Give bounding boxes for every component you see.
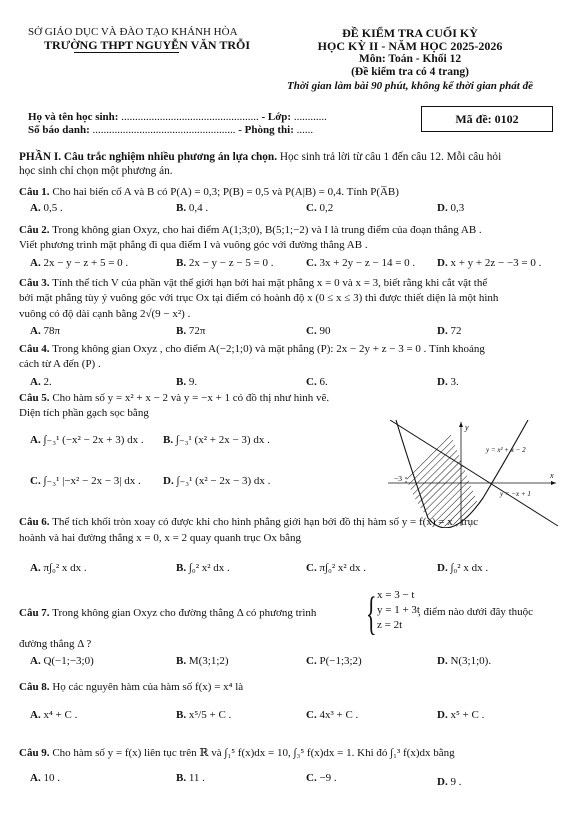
option-letter: B. xyxy=(176,376,187,388)
option-letter: A. xyxy=(30,709,41,721)
option-text: 0,4 . xyxy=(186,202,209,214)
option-text: 78π xyxy=(40,325,61,337)
question-text: Cho hàm số y = x² + x − 2 và y = −x + 1 có đồ thị như hình vẽ. xyxy=(49,392,330,404)
option-text: 11 . xyxy=(186,772,205,784)
q1-option-b[interactable] xyxy=(176,202,208,214)
option-letter: C. xyxy=(306,709,317,721)
option-text: π∫₀² x dx . xyxy=(40,562,87,574)
q6-option-d[interactable] xyxy=(437,562,488,574)
exam-pages: (Đề kiểm tra có 4 trang) xyxy=(351,66,469,78)
question-text: Tính thể tích V của phần vật thể giới hạn bởi hai mặt phẳng x = 0 và x = 3, biết rằng khi cắt vật thể xyxy=(49,277,488,289)
option-letter: C. xyxy=(306,257,317,269)
student-id-label: Số báo danh: xyxy=(28,124,90,136)
option-text: ∫₋₃¹ (x² − 2x − 3) dx . xyxy=(173,475,271,487)
q5-option-c[interactable] xyxy=(30,474,141,487)
student-name-label: Họ và tên học sinh: xyxy=(28,111,119,123)
option-text: ∫₋₃¹ |−x² − 2x − 3| dx . xyxy=(40,475,141,487)
option-text: 2. xyxy=(40,376,52,388)
q7-option-d[interactable] xyxy=(437,655,491,667)
option-text: 0,2 xyxy=(316,202,334,214)
q2-option-d[interactable] xyxy=(437,257,541,269)
question-number: Câu 2. xyxy=(19,224,50,236)
option-text: 10 . xyxy=(40,772,60,784)
option-text: M(3;1;2) xyxy=(186,655,229,667)
class-field[interactable]: ............ xyxy=(293,111,327,123)
option-letter: C. xyxy=(306,655,317,667)
tick-minus-3: −3 xyxy=(394,474,402,483)
x-axis-label: x xyxy=(550,471,554,480)
question-7-line2: đường thẳng Δ ? xyxy=(19,638,92,650)
option-letter: A. xyxy=(30,772,41,784)
option-text: x + y + 2z − −3 = 0 . xyxy=(447,257,542,269)
question-2-line2: Viết phương trình mặt phẳng đi qua điểm I và vuông góc với đường thẳng AB . xyxy=(19,239,368,251)
part1-title: PHẦN I. Câu trắc nghiệm nhiều phương án lựa chọn. xyxy=(19,151,278,163)
option-letter: B. xyxy=(176,562,187,574)
option-text: −9 . xyxy=(316,772,337,784)
option-text: 2x − y − z + 5 = 0 . xyxy=(40,257,129,269)
option-letter: D. xyxy=(437,376,448,388)
question-3-line2: bởi mặt phẳng tùy ý vuông góc với trục Ox tại điểm có hoành độ x (0 ≤ x ≤ 3) thì được thiết diện là một hình xyxy=(19,292,499,304)
q9-option-b[interactable] xyxy=(176,772,205,784)
q1-option-c[interactable] xyxy=(306,202,333,214)
q9-option-a[interactable] xyxy=(30,772,60,784)
q5-graph xyxy=(388,420,560,528)
question-text: Cho hai biến cố A và B có P(A) = 0,3; P(B) = 0,5 và P(A|B) = 0,4. Tính P(A̅B) xyxy=(49,186,399,198)
question-7-continued: , điểm nào dưới đây thuộc xyxy=(418,606,534,618)
y-axis-label: y xyxy=(465,423,469,432)
question-1 xyxy=(19,185,575,199)
question-8 xyxy=(19,680,575,694)
option-text: 3x + 2y − z − 14 = 0 . xyxy=(316,257,416,269)
option-letter: D. xyxy=(437,776,448,788)
student-name-row xyxy=(28,111,327,123)
q5-option-a[interactable] xyxy=(30,433,144,446)
exam-time: Thời gian làm bài 90 phút, không kể thời gian phát đề xyxy=(287,80,533,92)
option-text: x⁵ + C . xyxy=(447,709,485,721)
option-text: x⁵/5 + C . xyxy=(186,709,232,721)
part1-instructions: Học sinh trả lời từ câu 1 đến câu 12. Mỗi câu hỏi xyxy=(277,151,502,163)
question-number: Câu 6. xyxy=(19,516,50,528)
q3-option-c[interactable] xyxy=(306,325,330,337)
parabola-label: y = x² + x − 2 xyxy=(486,446,526,454)
option-text: P(−1;3;2) xyxy=(316,655,362,667)
option-text: 2x − y − z − 5 = 0 . xyxy=(186,257,274,269)
q7-option-c[interactable] xyxy=(306,655,362,667)
option-letter: A. xyxy=(30,376,41,388)
option-letter: D. xyxy=(437,562,448,574)
option-text: 72π xyxy=(186,325,206,337)
question-number: Câu 5. xyxy=(19,392,50,404)
q2-option-a[interactable] xyxy=(30,257,128,269)
q6-option-a[interactable] xyxy=(30,562,87,574)
question-6-line2: hoành và hai đường thẳng x = 0, x = 2 quay quanh trục Ox bằng xyxy=(19,532,302,544)
option-letter: B. xyxy=(176,257,187,269)
exam-semester: HỌC KỲ II - NĂM HỌC 2025-2026 xyxy=(317,39,503,53)
option-text: 3. xyxy=(447,376,459,388)
class-label: - Lớp: xyxy=(261,111,292,123)
system-brace: { xyxy=(366,586,377,640)
option-text: π∫₀² x² dx . xyxy=(316,562,366,574)
option-letter: C. xyxy=(306,202,317,214)
question-number: Câu 4. xyxy=(19,343,50,355)
q4-option-d[interactable] xyxy=(437,376,459,388)
x-axis-arrow xyxy=(551,481,556,485)
q6-option-c[interactable] xyxy=(306,562,366,574)
question-text: Trong không gian Oxyz, cho hai điểm A(1;3;0), B(5;1;−2) và I là trung điểm của đoạn thẳng AB . xyxy=(49,224,482,236)
exam-title: ĐỀ KIỂM TRA CUỐI KỲ xyxy=(342,26,478,40)
option-text: ∫₋₃¹ (−x² − 2x + 3) dx . xyxy=(40,434,144,446)
q8-option-c[interactable] xyxy=(306,709,358,721)
option-letter: A. xyxy=(30,434,41,446)
option-text: ∫₀² x² dx . xyxy=(186,562,230,574)
option-text: 72 xyxy=(447,325,462,337)
option-letter: A. xyxy=(30,655,41,667)
option-letter: D. xyxy=(437,325,448,337)
shaded-area xyxy=(406,432,478,526)
q7-option-a[interactable] xyxy=(30,655,94,667)
option-letter: A. xyxy=(30,325,41,337)
question-4-line2: cách từ A đến (P) . xyxy=(19,358,101,370)
option-letter: D. xyxy=(437,709,448,721)
option-letter: C. xyxy=(306,772,317,784)
option-letter: C. xyxy=(306,325,317,337)
option-text: 9 . xyxy=(447,776,462,788)
option-text: 0,5 . xyxy=(40,202,63,214)
question-number: Câu 9. xyxy=(19,747,50,759)
question-number: Câu 1. xyxy=(19,186,50,198)
option-letter: D. xyxy=(437,202,448,214)
option-text: 0,3 xyxy=(447,202,465,214)
q8-option-d[interactable] xyxy=(437,709,484,721)
q2-option-c[interactable] xyxy=(306,257,415,269)
question-3 xyxy=(19,276,575,290)
system-eq-3: z = 2t xyxy=(377,619,403,631)
q5-option-d[interactable] xyxy=(163,474,270,487)
option-letter: D. xyxy=(437,655,448,667)
question-2 xyxy=(19,223,575,237)
room-label: - Phòng thi: xyxy=(238,124,294,136)
student-id-row xyxy=(28,124,313,136)
option-text: x⁴ + C . xyxy=(40,709,78,721)
y-axis-arrow xyxy=(459,422,463,427)
q4-option-b[interactable] xyxy=(176,376,197,388)
option-letter: A. xyxy=(30,202,41,214)
option-letter: B. xyxy=(176,772,187,784)
question-text: Họ các nguyên hàm của hàm số f(x) = x⁴ là xyxy=(49,681,244,693)
line-system xyxy=(377,588,420,633)
q3-option-d[interactable] xyxy=(437,325,461,337)
part1-heading xyxy=(19,150,575,164)
option-text: 90 xyxy=(316,325,331,337)
q5-option-b[interactable] xyxy=(163,433,270,446)
option-letter: B. xyxy=(176,325,187,337)
question-text: Trong không gian Oxyz , cho điểm A(−2;1;0) và mặt phẳng (P): 2x − 2y + z − 3 = 0 . Tính khoảng xyxy=(49,343,485,355)
question-number: Câu 8. xyxy=(19,681,50,693)
question-5-line2: Diện tích phần gạch sọc bằng xyxy=(19,407,149,419)
q3-option-b[interactable] xyxy=(176,325,205,337)
option-letter: C. xyxy=(30,475,41,487)
q1-option-a[interactable] xyxy=(30,202,63,214)
question-6 xyxy=(19,515,575,529)
exam-code-box xyxy=(421,106,553,132)
option-letter: A. xyxy=(30,562,41,574)
option-letter: D. xyxy=(163,475,174,487)
option-text: 6. xyxy=(316,376,328,388)
q4-option-a[interactable] xyxy=(30,376,52,388)
exam-code: Mã đề: 0102 xyxy=(455,112,519,126)
question-text: Thể tích khối tròn xoay có được khi cho hình phẳng giới hạn bởi đồ thị hàm số y = f(x) = x , trục xyxy=(49,516,479,528)
system-eq-2: y = 1 + 3t xyxy=(377,604,420,616)
q9-option-c[interactable] xyxy=(306,772,337,784)
header-divider xyxy=(74,52,179,53)
student-id-field[interactable]: .................................................... xyxy=(92,124,236,136)
part1-instructions-line2: học sinh chỉ chọn một phương án. xyxy=(19,165,173,177)
department-name: SỞ GIÁO DỤC VÀ ĐÀO TẠO KHÁNH HÒA xyxy=(28,26,238,38)
question-number: Câu 7. xyxy=(19,607,50,619)
student-name-field[interactable]: .................................................. xyxy=(121,111,259,123)
q4-option-c[interactable] xyxy=(306,376,328,388)
q6-option-b[interactable] xyxy=(176,562,230,574)
system-eq-1: x = 3 − t xyxy=(377,589,415,601)
option-text: ∫₋₃¹ (x² + 2x − 3) dx . xyxy=(173,434,270,446)
q8-option-b[interactable] xyxy=(176,709,231,721)
option-letter: B. xyxy=(163,434,174,446)
question-4 xyxy=(19,342,575,356)
option-text: N(3;1;0). xyxy=(447,655,492,667)
school-name: TRƯỜNG THPT NGUYỄN VĂN TRỖI xyxy=(44,38,251,52)
question-3-line3: vuông có độ dài cạnh bằng 2√(9 − x²) . xyxy=(19,308,191,320)
q2-option-b[interactable] xyxy=(176,257,274,269)
q3-option-a[interactable] xyxy=(30,325,60,337)
line-label: y = −x + 1 xyxy=(500,490,531,498)
q9-option-d[interactable] xyxy=(437,776,461,788)
option-letter: B. xyxy=(176,202,187,214)
option-letter: C. xyxy=(306,562,317,574)
option-text: Q(−1;−3;0) xyxy=(40,655,94,667)
option-letter: D. xyxy=(437,257,448,269)
question-number: Câu 3. xyxy=(19,277,50,289)
option-letter: B. xyxy=(176,709,187,721)
option-letter: B. xyxy=(176,655,187,667)
option-letter: A. xyxy=(30,257,41,269)
option-text: 4x³ + C . xyxy=(316,709,359,721)
question-text: Trong không gian Oxyz cho đường thẳng Δ có phương trình xyxy=(49,607,317,619)
q1-option-d[interactable] xyxy=(437,202,464,214)
q8-option-a[interactable] xyxy=(30,709,77,721)
question-5 xyxy=(19,391,575,405)
question-9 xyxy=(19,746,575,760)
option-text: ∫₀² x dx . xyxy=(447,562,489,574)
option-letter: C. xyxy=(306,376,317,388)
exam-subject: Môn: Toán - Khối 12 xyxy=(358,53,462,65)
option-text: 9. xyxy=(186,376,198,388)
room-field[interactable]: ...... xyxy=(296,124,314,136)
q7-option-b[interactable] xyxy=(176,655,229,667)
question-text: Cho hàm số y = f(x) liên tục trên ℝ và ∫₁⁵ f(x)dx = 10, ∫₃⁵ f(x)dx = 1. Khi đó ∫₁³ f(x)dx bằng xyxy=(49,747,455,759)
